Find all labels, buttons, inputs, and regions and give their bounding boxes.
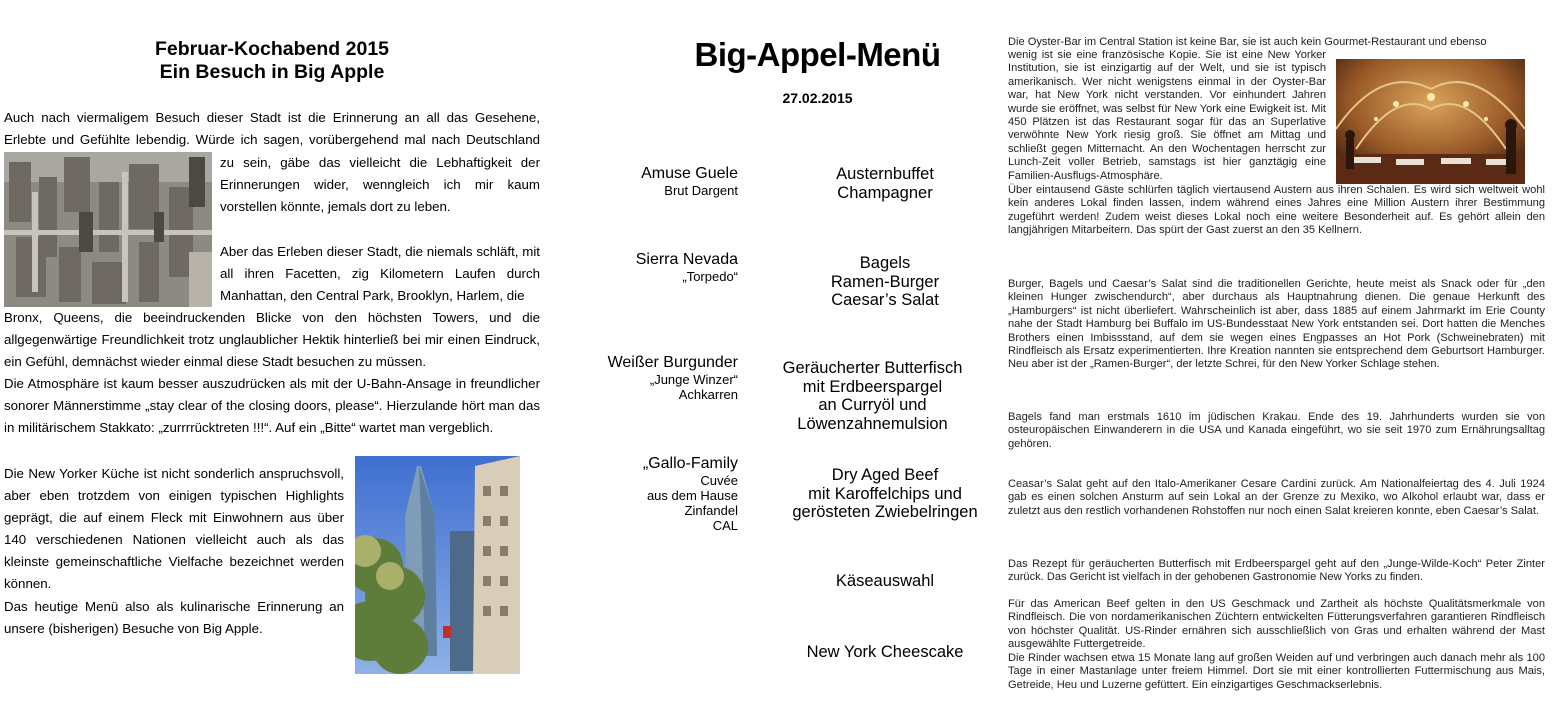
oyster-bar-photo	[1336, 59, 1525, 184]
intro-paragraph-2a: Aber das Erleben dieser Stadt, die niemals schläft, mit all ihren Facetten, zig Kilometern Laufen durch Manhattan, den Central Park, Brooklyn, Harlem, die	[220, 244, 540, 303]
course-3-dish: Geräucherter Butterfisch mit Erdbeerspargel an Curryöl und Löwenzahnemulsion	[782, 359, 963, 433]
wine-detail: Cuvée aus dem Hause Zinfandel CAL	[646, 473, 738, 533]
oyster-bar-text-a: Die Oyster-Bar im Central Station ist keine Bar, sie ist auch kein Gourmet-Restaurant und ebenso	[1008, 36, 1487, 48]
intro-paragraph-1a: Auch nach viermaligem Besuch dieser Stadt ist die Erinnerung an all das Gesehene, Erlebte und Gefühlte lebendig. Würde ich sagen, vorübergehend mal nach Deutschland	[4, 110, 540, 147]
course-5-dish: Käseauswahl	[835, 572, 935, 590]
title-line-2: Ein Besuch in Big Apple	[159, 61, 385, 83]
course-1-dish: Austernbuffet Champagner	[836, 165, 934, 202]
oyster-bar-text-c: Über eintausend Gäste schlürfen täglich viertausend Austern aus ihren Schalen. Es wird sich weltweit wohl kein anderes Lokal finden lassen, indem während eines Jahres eine Million Austern ihrer Bestimmung zugeführt werden! Zudem weist dieses Lokal noch eine weitere Besonderheit auf. Es gehört allein den langjährigen Mitarbeitern. Das spürt der Gast zuerst an den 35 Kellnern.	[1008, 184, 1545, 237]
wine-detail: „Junge Winzer“ Achkarren	[649, 372, 738, 402]
wine-name: Weißer Burgunder	[607, 354, 738, 371]
intro-paragraph-2b: Bronx, Queens, die beeindruckenden Blicke von den höchsten Towers, und die allgegenwärtige Freundlichkeit trotz unglaublicher Hektik hinterließ bei mir einen Eindruck, ein Gefühl, demnächst wieder einmal diese Stadt besuchen zu müssen.	[4, 310, 540, 369]
menu-title: Big-Appel-Menü	[694, 36, 941, 73]
page-title	[4, 38, 540, 84]
intro-paragraph-1b: zu sein, gäbe das vielleicht die Lebhaftigkeit der Erinnerungen wider, wenngleich ich mir kaum vorstellen könnte, jemals dort zu leben.	[220, 155, 540, 214]
manhattan-aerial-photo	[4, 152, 212, 307]
intro-paragraph-4: Die New Yorker Küche ist nicht sonderlich anspruchsvoll, aber eben trotzdem von einigen typischen Highlights geprägt, die auf einem Fleck mit Einwohnern aus über 140 verschiedenen Nationen vielleicht auch als das kleinste gemeinschaftliche Vielfache bezeichnet werden können.	[4, 466, 344, 591]
beef-note-a: Für das American Beef gelten in den US Geschmack und Zartheit als höchste Qualitätsmerkmale von Rindfleisch. Die von nordamerikanischen Züchtern entwickelten Fütterungsverfahren garantieren Rindfleisch von höchster Qualität. US-Rinder ernähren sich ausschließlich von Gras und erhalten während der Mast ausgewählte Futtergetreide.	[1008, 598, 1545, 651]
beef-note-b: Die Rinder wachsen etwa 15 Monate lang auf großen Weiden auf und verbringen auch danach mehr als 100 Tage in einer Mastanlage unter freiem Himmel. Dort sie mit einer kontrollierten Futtermischung aus Mais, Getreide, Heu und Luzerne gefüttert. Ein einzigartiges Geschmackserlebnis.	[1008, 652, 1545, 691]
wine-pairing-1	[538, 165, 738, 198]
wine-pairing-3	[538, 354, 738, 402]
wine-pairing-4	[538, 455, 738, 533]
wine-detail: „Torpedo“	[682, 269, 738, 284]
butterfish-note: Das Rezept für geräucherten Butterfisch mit Erdbeerspargel geht auf den „Junge-Wilde-Koch“ Peter Zinter zurück. Das Gericht ist vielfach in der gehobenen Gastronomie New Yorks zu finden.	[1008, 558, 1545, 584]
notes-column	[1008, 0, 1545, 709]
title-line-1: Februar-Kochabend 2015	[154, 38, 390, 60]
bagels-note: Bagels fand man erstmals 1610 im jüdischen Krakau. Ende des 19. Jahrhunderts wurden sie von osteuropäischen Einwanderern in die USA und Kanada eingeführt, wo sie seit 1970 zum Ernährungsalltag gehören.	[1008, 411, 1545, 450]
caesar-salad-note: Ceasar’s Salat geht auf den Italo-Amerikaner Cesare Cardini zurück. Am Nationalfeiertag des 4. Juli 1924 gab es einen solchen Ansturm auf sein Lokal an der Grenze zu Mexiko, wo Alkohol erlaubt war, dass er zuletzt aus den restlich vorhandenen Rohstoffen nur noch einen Salat kreieren konnte, eben Caesar’s Salat.	[1008, 478, 1545, 517]
burger-note: Burger, Bagels und Caesar’s Salat sind die traditionellen Gerichte, heute meist als Snack oder für „den kleinen Hunger zwischendurch“, aber durchaus als Hauptnahrung dienen. Die genaue Herkunft des „Hamburgers“ ist nicht überliefert. Wahrscheinlich ist aber, dass 1885 auf einem Jahrmarkt im Erie County nahe der Stadt Hamburg bei Buffalo im US-Bundesstaat New York entstanden sei. Dort hatten die Menches Brothers einen Imbissstand, auf dem sie wegen eines Engpasses an Hot Pork (Schweinebraten) mit Rindfleisch als Ersatz experimentierten. Ihre Kreation nannten sie entsprechend dem Geburtsort Hamburger. Neu aber ist der „Ramen-Burger“, der letzte Schrei, für den New Yorker Schlage stehen.	[1008, 278, 1545, 371]
course-2-dish: Bagels Ramen-Burger Caesar’s Salat	[830, 254, 940, 309]
wine-pairing-2	[538, 251, 738, 284]
wine-name: Sierra Nevada	[635, 251, 738, 268]
intro-paragraph-3: Die Atmosphäre ist kaum besser auszudrücken als mit der U-Bahn-Ansage in freundlicher sonorer Männerstimme „stay clear of the closing doors, please“. Hierzulande hört man das in militärischem Stakkato: „zurrrrücktreten !!!“. Auf ein „Bitte“ wartet man vergeblich.	[4, 376, 540, 435]
course-4-dish: Dry Aged Beef mit Karoffelchips und gerösteten Zwiebelringen	[792, 466, 978, 521]
menu-column	[600, 0, 995, 709]
wine-detail: Brut Dargent	[664, 183, 738, 198]
freedom-tower-photo	[355, 456, 520, 674]
wine-name: „Gallo-Family	[642, 455, 738, 472]
course-6-dish: New York Cheescake	[806, 643, 964, 661]
oyster-bar-text-b: wenig ist sie eine französische Kopie. Sie ist eine New Yorker Institution, sie ist einzigartig auf der Welt, und sie ist typisch amerikanisch. Wer nicht wenigstens einmal in der Oyster-Bar war, hat New York nicht verstanden. Vor einhundert Jahren wurde sie eröffnet, was selbst für New York eine Ewigkeit ist. Mit 450 Plätzen ist das Restaurant sogar für das an Superlative verwöhnte New York riesig groß. Sie öffnet am Mittag und schließt gegen Mitternacht. An den Wochentagen herrscht zur Lunch-Zeit voller Betrieb, samstags ist hier ganztägig eine Familien-Ausflugs-Atmosphäre.	[1008, 49, 1326, 182]
intro-paragraph-5: Das heutige Menü also als kulinarische Erinnerung an unsere (bisherigen) Besuche von Big Apple.	[4, 599, 344, 636]
wine-name: Amuse Guele	[641, 165, 738, 182]
menu-date: 27.02.2015	[782, 90, 853, 106]
intro-column	[4, 0, 540, 709]
